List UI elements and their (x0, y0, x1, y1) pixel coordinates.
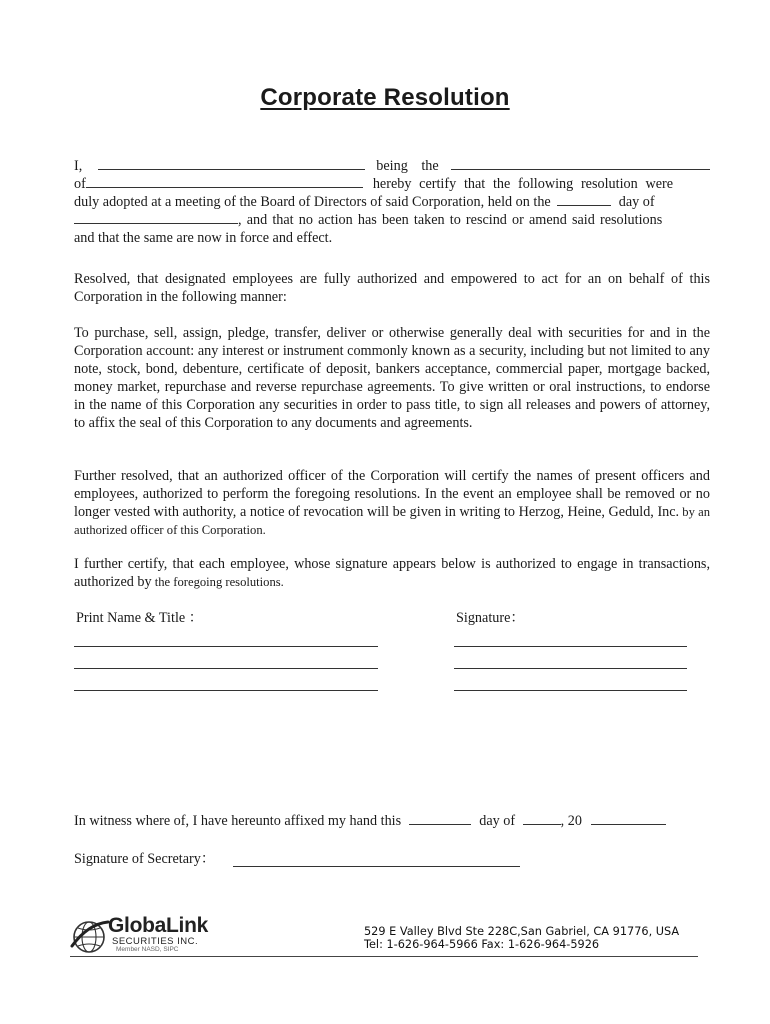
witness-year-prefix: , 20 (560, 813, 582, 829)
logo-member: Member NASD, SIPC (116, 946, 179, 953)
meeting-date-blank[interactable] (74, 211, 238, 224)
footer-divider (70, 956, 698, 957)
intro-no-action: , and that no action has been taken to rescind or amend said resolutions (238, 212, 663, 228)
signature-line[interactable] (454, 668, 687, 669)
signature-label: Signature： (456, 610, 525, 626)
meeting-day-blank[interactable] (557, 193, 611, 206)
name-blank[interactable] (98, 157, 365, 170)
logo-securities: SECURITIES INC. (112, 936, 199, 947)
signature-line[interactable] (454, 646, 687, 647)
intro-duly: duly adopted at a meeting of the Board of Directors of said Corporation, held on the (74, 194, 551, 210)
title-blank[interactable] (451, 157, 710, 170)
witness-day-of: day of (479, 813, 516, 829)
intro-line-5: and that the same are now in force and effect. (74, 230, 333, 246)
certify-paragraph (74, 555, 710, 591)
intro-line-1 (74, 157, 710, 175)
intro-day-of: day of (618, 194, 655, 210)
intro-of: of (74, 176, 86, 192)
print-name-line[interactable] (74, 668, 378, 669)
intro-line-4 (74, 211, 710, 229)
witness-text: In witness where of, I have hereunto affixed my hand this (74, 813, 402, 829)
intro-i: I, (74, 158, 83, 174)
footer-address: 529 E Valley Blvd Ste 228C,San Gabriel, CA 91776, USA (364, 925, 680, 938)
page-title: Corporate Resolution (260, 84, 510, 111)
certify-tail: the foregoing resolutions. (151, 575, 284, 589)
secretary-label: Signature of Secretary： (74, 851, 216, 867)
print-name-line[interactable] (74, 690, 378, 691)
intro-hereby: hereby certify that the following resolution were (372, 176, 674, 192)
certify-main: I further certify, that each employee, whose signature appears below is authorized to engage in transactions, authorized by (74, 556, 710, 590)
intro-line-3 (74, 193, 710, 211)
purchase-paragraph: To purchase, sell, assign, pledge, transfer, deliver or otherwise generally deal with securities for and in the Corporation account: any interest or instrument commonly known as a security, including but not limited to any note, stock, bond, debenture, certificate of deposit, bankers acceptance, commercial paper, mortgage backed, money market, repurchase and reverse repurchase agreements. To give written or oral instructions, to endorse in the name of this Corporation any securities in order to pass title, to sign all releases and powers of attorney, to affix the seal of this Corporation to any documents and agreements. (74, 325, 710, 431)
intro-line-2 (74, 175, 710, 193)
print-name-line[interactable] (74, 646, 378, 647)
witness-year-blank[interactable] (591, 812, 666, 825)
intro-being-the: being the (376, 158, 439, 174)
further-main: Further resolved, that an authorized officer of the Corporation will certify the names of present officers and employees, authorized to perform the foregoing resolutions. In the event an employee shall be removed or no longer vested with authority, a notice of revocation will be given in writing to Herzog, Heine, Geduld, Inc. (74, 468, 710, 520)
further-resolved-paragraph (74, 467, 710, 539)
logo-name: GlobaLink (108, 914, 208, 937)
signature-line[interactable] (454, 690, 687, 691)
footer-phone: Tel: 1-626-964-5966 Fax: 1-626-964-5926 (364, 938, 600, 951)
witness-line (74, 812, 666, 830)
witness-month-blank[interactable] (523, 812, 561, 825)
secretary-signature-line[interactable] (233, 866, 520, 867)
further-tail: by an authorized officer of this Corporation. (74, 505, 710, 537)
resolved-paragraph: Resolved, that designated employees are fully authorized and empowered to act for an on behalf of this Corporation in the following manner: (74, 271, 710, 305)
globe-logo-icon (70, 916, 110, 956)
witness-day-blank[interactable] (409, 812, 471, 825)
corporation-blank[interactable] (86, 175, 363, 188)
print-name-label: Print Name & Title ： (76, 610, 203, 626)
